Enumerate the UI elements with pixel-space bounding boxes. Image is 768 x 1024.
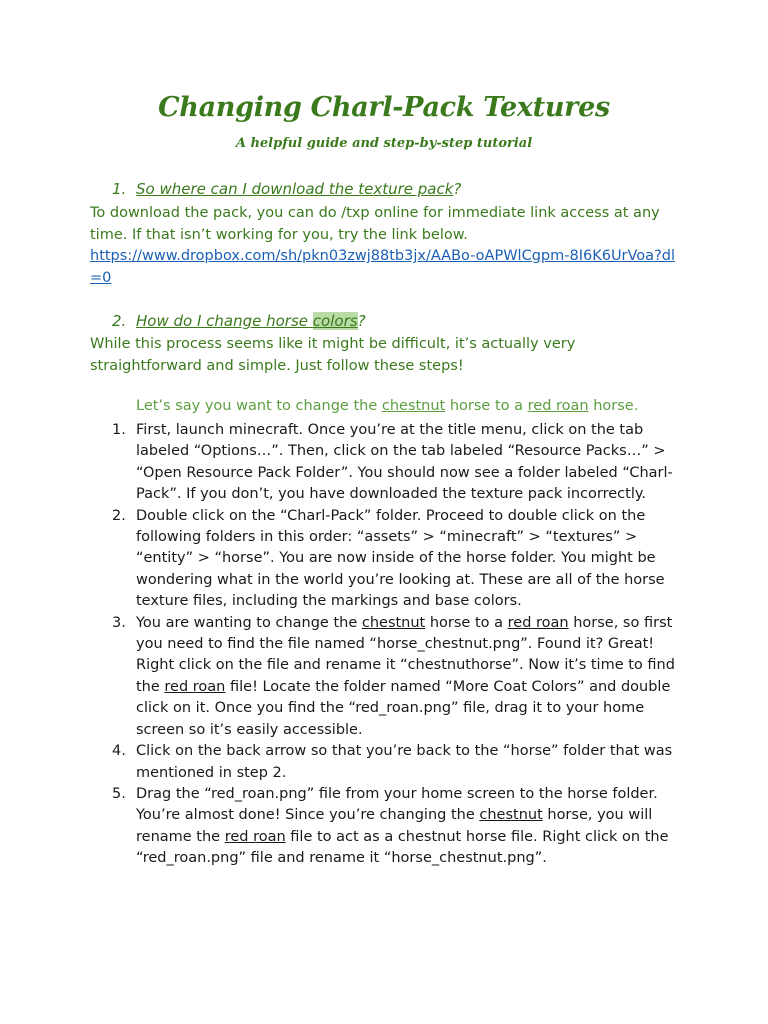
intro-red-roan: red roan (527, 398, 589, 414)
step-text-part: Drag the “red_roan.png” file from your home screen to the horse folder. You’re almost done! Since you’re changing the (136, 785, 658, 824)
document-subtitle: A helpful guide and step-by-step tutorial (235, 136, 533, 151)
intro-text: horse. (588, 398, 639, 414)
step-number: 3. (112, 614, 126, 631)
step-number: 5. (112, 785, 126, 802)
intro-line (136, 398, 638, 414)
step-red-roan: red roan (507, 614, 569, 631)
steps-list (112, 420, 682, 870)
step-text: Double click on the “Charl-Pack” folder. Proceed to double click on the following folders in this order: “assets” > “minecraft” > “textures” > “entity” > “horse”. You are now inside of the horse folder. You might be wondering what in the world you’re looking at. These are all of the horse texture files, including the markings and base colors. (136, 507, 665, 610)
question-2-mark: ? (357, 312, 366, 330)
step-number: 1. (112, 422, 126, 438)
question-1-body: To download the pack, you can do /txp online for immediate link access at any time. If that isn’t working for you, try the link below. (90, 205, 660, 243)
list-item (112, 784, 682, 870)
step-text-part: horse to a (425, 614, 508, 631)
step-text: First, launch minecraft. Once you’re at the title menu, click on the tab labeled “Options…”. Then, click on the tab labeled “Resource Packs…” > “Open Resource Pack Folder”. You should now see a folder labeled “Charl-Pack”. If you don’t, you have downloaded the texture pack incorrectly. (136, 422, 673, 503)
question-1-answer (90, 203, 680, 289)
step-chestnut: chestnut (361, 614, 426, 631)
step-text-part: You are wanting to change the (136, 614, 362, 631)
step-text-part: file to act as a chestnut horse file. Right click on the “red_roan.png” file and rename it “horse_chestnut.png”. (136, 828, 669, 867)
list-item (112, 506, 682, 613)
intro-text: Let’s say you want to change the (136, 398, 382, 414)
list-item (112, 420, 682, 506)
step-text-part: horse, so first you need to find the file named “horse_chestnut.png”. Found it? Great! Right click on the file and rename it “chestnuthorse”. Now it’s time to find the (136, 614, 675, 695)
question-2-heading (112, 312, 366, 330)
step-text-part: horse, you will rename the (136, 807, 653, 845)
question-1-heading (112, 180, 461, 198)
question-1-number: 1. (112, 180, 127, 198)
step-chestnut: chestnut (479, 807, 543, 824)
download-link[interactable]: https://www.dropbox.com/sh/pkn03zwj88tb3jx/AABo-oAPWlCgpm-8I6K6UrVoa?dl=0 (90, 248, 675, 286)
step-red-roan: red roan (224, 828, 286, 845)
question-2-text: How do I change horse (136, 312, 313, 330)
list-item (112, 613, 682, 741)
question-2-body: While this process seems like it might be difficult, it’s actually very straightforward and simple. Just follow these steps! (90, 336, 576, 374)
question-2-number: 2. (112, 312, 127, 330)
step-number: 2. (112, 507, 126, 524)
intro-chestnut: chestnut (381, 398, 446, 414)
question-1-mark: ? (453, 180, 462, 198)
step-number: 4. (112, 743, 126, 760)
step-red-roan: red roan (164, 678, 226, 695)
question-1-text: So where can I download the texture pack (136, 180, 454, 198)
step-text: Click on the back arrow so that you’re back to the “horse” folder that was mentioned in step 2. (136, 743, 673, 781)
intro-text: horse to a (445, 398, 528, 414)
document-title: Changing Charl-Pack Textures (158, 92, 610, 123)
step-text (136, 613, 682, 741)
list-item (112, 741, 682, 784)
question-2-highlight: colors (312, 312, 358, 330)
step-text-part: file! Locate the folder named “More Coat Colors” and double click on it. Once you find the “red_roan.png” file, drag it to your home screen so it’s easily accessible. (136, 678, 671, 738)
step-text (136, 784, 682, 870)
